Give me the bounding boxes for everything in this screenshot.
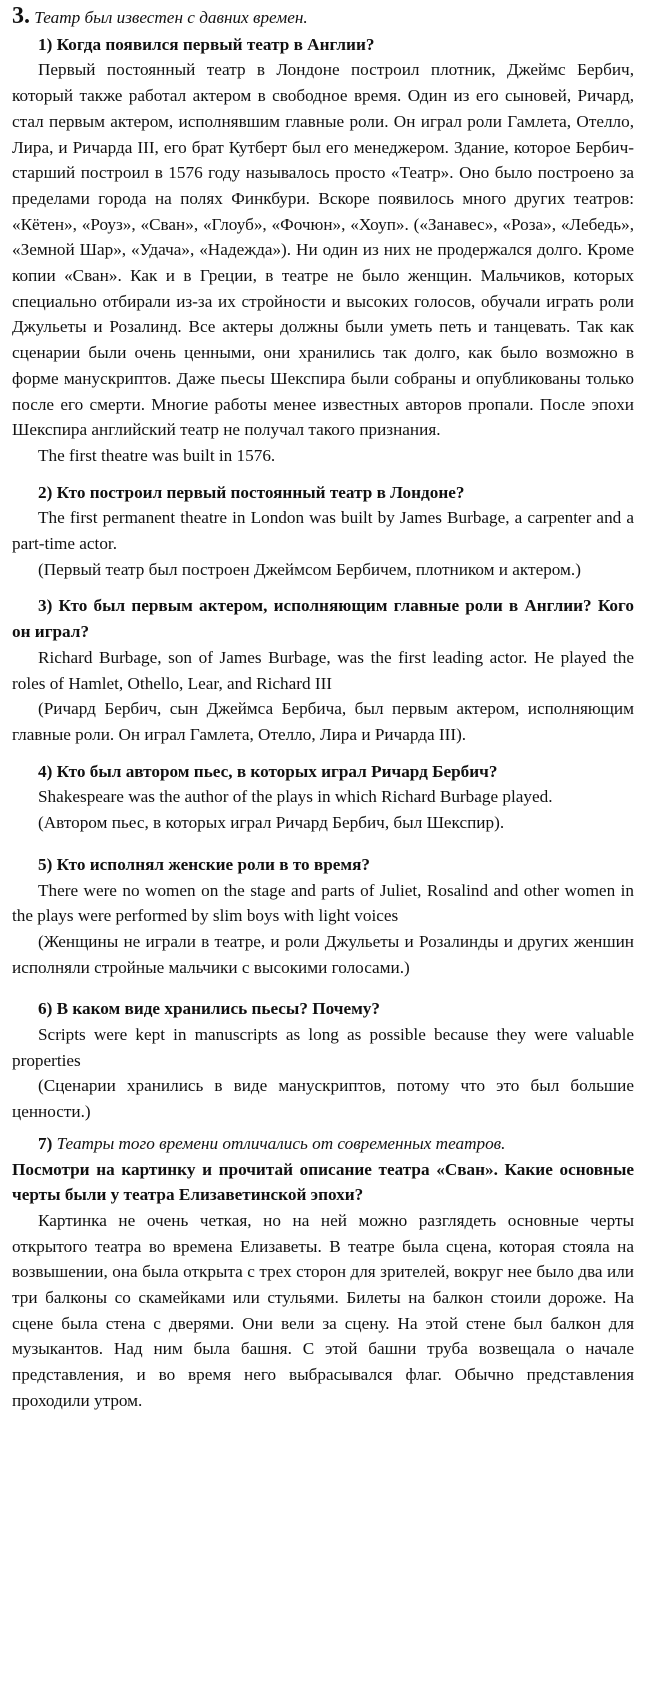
question-4: 4) Кто был автором пьес, в которых играл Ричард Бербич? [38, 761, 498, 781]
question-5-translation: (Женщины не играли в театре, и роли Джульеты и Розалинды и других женшин исполняли стройные мальчики с высокими голосами.) [12, 931, 634, 977]
question-5: 5) Кто исполнял женские роли в то время? [38, 854, 370, 874]
question-1-text: Первый постоянный театр в Лондоне построил плотник, Джеймс Бербич, который также работал актером в свободное время. Один из его сыновей, Ричард, стал первым актером, исполнявшим главные роли. Он играл роли Гамлета, Отелло, Лира, и Ричарда III, его брат Кутберт был его менеджером. Здание, которое Бербич-старший построил в 1576 году называлось просто «Театр». Оно было построено за пределами города на полях Финкбури. Вскоре появилось много других театров: «Кётен», «Роуз», «Сван», «Глоуб», «Фочюн», «Хоуп». («Занавес», «Роза», «Лебедь», «Земной Шар», «Удача», «Надежда»). Ни один из них не продержался долго. Кроме копии «Сван». Как и в Греции, в театре не было женщин. Мальчиков, которых специально отбирали из-за их стройности и высоких голосов, обучали играть роли Джульеты и Розалинд. Все актеры должны были уметь петь и танцевать. Так как сценарии были очень ценными, они хранились так долго, как было возможно в форме манускриптов. Даже пьесы Шекспира были собраны и опубликованы только после его смерти. Многие работы менее известных авторов пропали. После эпохи Шекспира английский театр не получал такого признания. [12, 60, 634, 440]
question-7-header [12, 1131, 634, 1157]
question-2: 2) Кто построил первый постоянный театр в Лондоне? [38, 482, 465, 502]
question-6: 6) В каком виде хранились пьесы? Почему? [38, 999, 380, 1019]
exercise-header [12, 4, 634, 31]
question-7-text: Картинка не очень четкая, но на ней можно разглядеть основные черты открытого театра во времена Елизаветы. В театре была сцена, которая стояла на возвышении, она была открыта с трех сторон для зрителей, вокруг нее было два или три балконы со скамейками или стульями. Билеты на балкон стоили дороже. На сцене была стена с дверями. Они вели за сцену. На этой стене был балкон для музыкантов. Над ним была башня. С этой башни труба возвещала о начале представления, и во время него выбрасывался флаг. Обычно представления проходили утром. [12, 1210, 634, 1410]
question-6-answer: Scripts were kept in manuscripts as long as possible because they were valuable properties [12, 1025, 634, 1070]
question-4-answer: Shakespeare was the author of the plays in which Richard Burbage played. [38, 787, 553, 807]
question-1: 1) Когда появился первый театр в Англии? [38, 34, 375, 54]
question-6-translation: (Сценарии хранились в виде манускриптов, потому что это был большие ценности.) [12, 1076, 634, 1122]
question-3-answer: Richard Burbage, son of James Burbage, was the first leading actor. He played the roles of Hamlet, Othello, Lear, and Richard III [12, 647, 634, 693]
question-7-number: 7) [38, 1133, 53, 1153]
question-2-translation: (Первый театр был построен Джеймсом Бербичем, плотником и актером.) [38, 559, 581, 579]
question-3: 3) Кто был первым актером, исполняющим главные роли в Англии? Кого он играл? [12, 596, 634, 642]
question-3-translation: (Ричард Бербич, сын Джеймса Бербича, был первым актером, исполняющим главные роли. Он играл Гамлета, Отелло, Лира и Ричарда III). [12, 699, 634, 744]
question-2-answer: The first permanent theatre in London was built by James Burbage, a carpenter and a part-time actor. [12, 508, 634, 554]
question-4-translation: (Автором пьес, в которых играл Ричард Бербич, был Шекспир). [38, 813, 505, 833]
question-5-answer: There were no women on the stage and parts of Juliet, Rosalind and other women in the plays were performed by slim boys with light voices [12, 880, 634, 926]
question-1-answer: The first theatre was built in 1576. [38, 445, 276, 465]
exercise-number: 3. [12, 3, 30, 29]
exercise-title: Театр был известен с давних времен. [34, 8, 308, 27]
question-7: Посмотри на картинку и прочитай описание театра «Сван». Какие основные черты были у театра Елизаветинской эпохи? [12, 1159, 634, 1205]
question-7-subtitle: Театры того времени отличались от современных театров. [56, 1133, 506, 1153]
